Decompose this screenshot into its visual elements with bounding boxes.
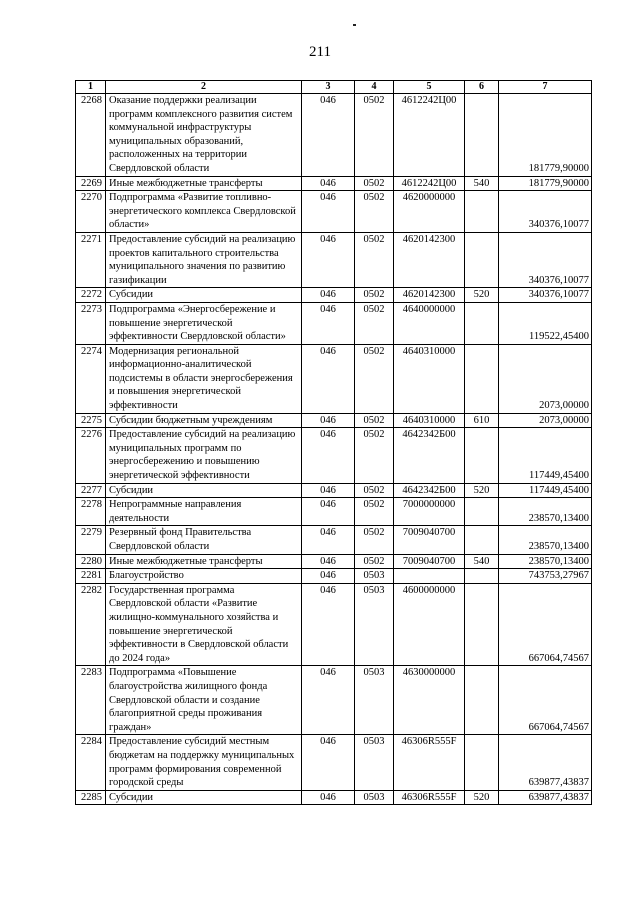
row-expense-type: 520 xyxy=(465,288,499,303)
table-row xyxy=(76,583,592,666)
row-amount: 743753,27967 xyxy=(499,569,592,584)
row-expense-type xyxy=(465,569,499,584)
row-amount: 181779,90000 xyxy=(499,94,592,177)
row-target-code: 7009040700 xyxy=(394,554,465,569)
row-admin-code: 046 xyxy=(302,526,355,554)
row-name: Иные межбюджетные трансферты xyxy=(106,176,302,191)
row-admin-code: 046 xyxy=(302,191,355,233)
header-col-7: 7 xyxy=(499,81,592,94)
header-col-2: 2 xyxy=(106,81,302,94)
row-name: Субсидии xyxy=(106,288,302,303)
row-admin-code: 046 xyxy=(302,232,355,287)
row-admin-code: 046 xyxy=(302,666,355,735)
row-amount: 639877,43837 xyxy=(499,790,592,805)
row-name: Благоустройство xyxy=(106,569,302,584)
row-section-code: 0503 xyxy=(355,583,394,666)
row-amount: 119522,45400 xyxy=(499,302,592,344)
row-expense-type: 540 xyxy=(465,554,499,569)
row-target-code: 4620000000 xyxy=(394,191,465,233)
table-row xyxy=(76,302,592,344)
row-amount: 340376,10077 xyxy=(499,191,592,233)
row-target-code: 4612242Ц00 xyxy=(394,94,465,177)
table-row xyxy=(76,191,592,233)
row-name: Субсидии бюджетным учреждениям xyxy=(106,413,302,428)
row-target-code: 46306R555F xyxy=(394,735,465,790)
row-name: Подпрограмма «Энергосбережение и повышение энергетической эффективности Свердловской области» xyxy=(106,302,302,344)
row-amount: 2073,00000 xyxy=(499,344,592,413)
table-row xyxy=(76,413,592,428)
header-col-5: 5 xyxy=(394,81,465,94)
row-amount: 2073,00000 xyxy=(499,413,592,428)
row-section-code: 0502 xyxy=(355,94,394,177)
row-target-code: 4642342Б00 xyxy=(394,428,465,483)
row-expense-type xyxy=(465,735,499,790)
row-amount: 238570,13400 xyxy=(499,498,592,526)
row-section-code: 0503 xyxy=(355,790,394,805)
table-row xyxy=(76,288,592,303)
row-expense-type xyxy=(465,94,499,177)
row-name: Иные межбюджетные трансферты xyxy=(106,554,302,569)
row-admin-code: 046 xyxy=(302,302,355,344)
row-target-code: 4640000000 xyxy=(394,302,465,344)
table-row xyxy=(76,790,592,805)
row-amount: 181779,90000 xyxy=(499,176,592,191)
row-number: 2282 xyxy=(76,583,106,666)
row-section-code: 0502 xyxy=(355,302,394,344)
row-amount: 238570,13400 xyxy=(499,526,592,554)
row-admin-code: 046 xyxy=(302,428,355,483)
row-target-code: 4620142300 xyxy=(394,232,465,287)
row-name: Предоставление субсидий местным бюджетам на поддержку муниципальных программ формирования современной городской среды xyxy=(106,735,302,790)
row-target-code: 4640310000 xyxy=(394,413,465,428)
row-expense-type: 540 xyxy=(465,176,499,191)
header-col-3: 3 xyxy=(302,81,355,94)
header-col-6: 6 xyxy=(465,81,499,94)
row-section-code: 0502 xyxy=(355,344,394,413)
table-row xyxy=(76,569,592,584)
row-name: Резервный фонд Правительства Свердловской области xyxy=(106,526,302,554)
table-row xyxy=(76,666,592,735)
row-name: Подпрограмма «Развитие топливно-энергетического комплекса Свердловской области» xyxy=(106,191,302,233)
table-row xyxy=(76,554,592,569)
table-row xyxy=(76,428,592,483)
table-row xyxy=(76,735,592,790)
row-target-code: 4640310000 xyxy=(394,344,465,413)
row-section-code: 0502 xyxy=(355,554,394,569)
row-expense-type xyxy=(465,232,499,287)
row-name: Предоставление субсидий на реализацию проектов капитального строительства муниципального значения по развитию газификации xyxy=(106,232,302,287)
row-section-code: 0502 xyxy=(355,413,394,428)
row-admin-code: 046 xyxy=(302,554,355,569)
row-expense-type: 610 xyxy=(465,413,499,428)
row-target-code: 4600000000 xyxy=(394,583,465,666)
row-expense-type xyxy=(465,526,499,554)
row-number: 2269 xyxy=(76,176,106,191)
row-section-code: 0502 xyxy=(355,191,394,233)
row-target-code: 46306R555F xyxy=(394,790,465,805)
row-amount: 238570,13400 xyxy=(499,554,592,569)
row-target-code: 4612242Ц00 xyxy=(394,176,465,191)
table-row xyxy=(76,344,592,413)
row-name: Модернизация региональной информационно-аналитической подсистемы в области энергосбережения и повышения энергетической эффективности xyxy=(106,344,302,413)
row-section-code: 0502 xyxy=(355,176,394,191)
row-section-code: 0503 xyxy=(355,735,394,790)
row-expense-type xyxy=(465,302,499,344)
row-section-code: 0502 xyxy=(355,428,394,483)
row-target-code: 7000000000 xyxy=(394,498,465,526)
row-name: Субсидии xyxy=(106,790,302,805)
row-expense-type: 520 xyxy=(465,790,499,805)
table-row xyxy=(76,232,592,287)
row-name: Оказание поддержки реализации программ комплексного развития систем коммунальной инфраструктуры муниципальных образований, расположенных на территории Свердловской области xyxy=(106,94,302,177)
table-row xyxy=(76,176,592,191)
row-number: 2276 xyxy=(76,428,106,483)
row-amount: 667064,74567 xyxy=(499,666,592,735)
row-target-code: 4620142300 xyxy=(394,288,465,303)
row-number: 2281 xyxy=(76,569,106,584)
row-target-code xyxy=(394,569,465,584)
row-expense-type xyxy=(465,428,499,483)
row-name: Субсидии xyxy=(106,483,302,498)
row-target-code: 4630000000 xyxy=(394,666,465,735)
row-expense-type xyxy=(465,498,499,526)
row-number: 2271 xyxy=(76,232,106,287)
row-section-code: 0502 xyxy=(355,526,394,554)
row-number: 2285 xyxy=(76,790,106,805)
row-name: Предоставление субсидий на реализацию муниципальных программ по энергосбережению и повышению энергетической эффективности xyxy=(106,428,302,483)
row-number: 2277 xyxy=(76,483,106,498)
row-amount: 117449,45400 xyxy=(499,428,592,483)
row-number: 2284 xyxy=(76,735,106,790)
row-section-code: 0502 xyxy=(355,288,394,303)
page-number: 211 xyxy=(309,44,331,60)
row-amount: 340376,10077 xyxy=(499,232,592,287)
row-admin-code: 046 xyxy=(302,288,355,303)
header-col-1: 1 xyxy=(76,81,106,94)
row-admin-code: 046 xyxy=(302,94,355,177)
row-section-code: 0502 xyxy=(355,498,394,526)
row-admin-code: 046 xyxy=(302,790,355,805)
row-admin-code: 046 xyxy=(302,344,355,413)
row-name: Непрограммные направления деятельности xyxy=(106,498,302,526)
row-number: 2268 xyxy=(76,94,106,177)
row-name: Государственная программа Свердловской области «Развитие жилищно-коммунального хозяйства и повышение энергетической эффективности в Свердловской области до 2024 года» xyxy=(106,583,302,666)
stray-mark xyxy=(353,24,356,26)
row-number: 2279 xyxy=(76,526,106,554)
row-amount: 667064,74567 xyxy=(499,583,592,666)
row-amount: 639877,43837 xyxy=(499,735,592,790)
row-number: 2275 xyxy=(76,413,106,428)
table-row xyxy=(76,94,592,177)
row-expense-type xyxy=(465,344,499,413)
row-amount: 340376,10077 xyxy=(499,288,592,303)
row-admin-code: 046 xyxy=(302,483,355,498)
row-name: Подпрограмма «Повышение благоустройства жилищного фонда Свердловской области и создание благоприятной среды проживания граждан» xyxy=(106,666,302,735)
row-target-code: 4642342Б00 xyxy=(394,483,465,498)
budget-table xyxy=(75,80,592,805)
header-row xyxy=(76,81,592,94)
row-admin-code: 046 xyxy=(302,413,355,428)
row-number: 2272 xyxy=(76,288,106,303)
row-section-code: 0503 xyxy=(355,569,394,584)
row-number: 2280 xyxy=(76,554,106,569)
row-expense-type xyxy=(465,666,499,735)
row-number: 2274 xyxy=(76,344,106,413)
row-amount: 117449,45400 xyxy=(499,483,592,498)
row-section-code: 0502 xyxy=(355,483,394,498)
row-admin-code: 046 xyxy=(302,583,355,666)
table-row xyxy=(76,498,592,526)
row-expense-type: 520 xyxy=(465,483,499,498)
row-number: 2270 xyxy=(76,191,106,233)
row-admin-code: 046 xyxy=(302,498,355,526)
table-row xyxy=(76,526,592,554)
row-section-code: 0502 xyxy=(355,232,394,287)
row-expense-type xyxy=(465,583,499,666)
row-target-code: 7009040700 xyxy=(394,526,465,554)
row-number: 2283 xyxy=(76,666,106,735)
row-number: 2278 xyxy=(76,498,106,526)
header-col-4: 4 xyxy=(355,81,394,94)
row-admin-code: 046 xyxy=(302,176,355,191)
row-number: 2273 xyxy=(76,302,106,344)
row-admin-code: 046 xyxy=(302,569,355,584)
row-section-code: 0503 xyxy=(355,666,394,735)
row-expense-type xyxy=(465,191,499,233)
table-row xyxy=(76,483,592,498)
row-admin-code: 046 xyxy=(302,735,355,790)
